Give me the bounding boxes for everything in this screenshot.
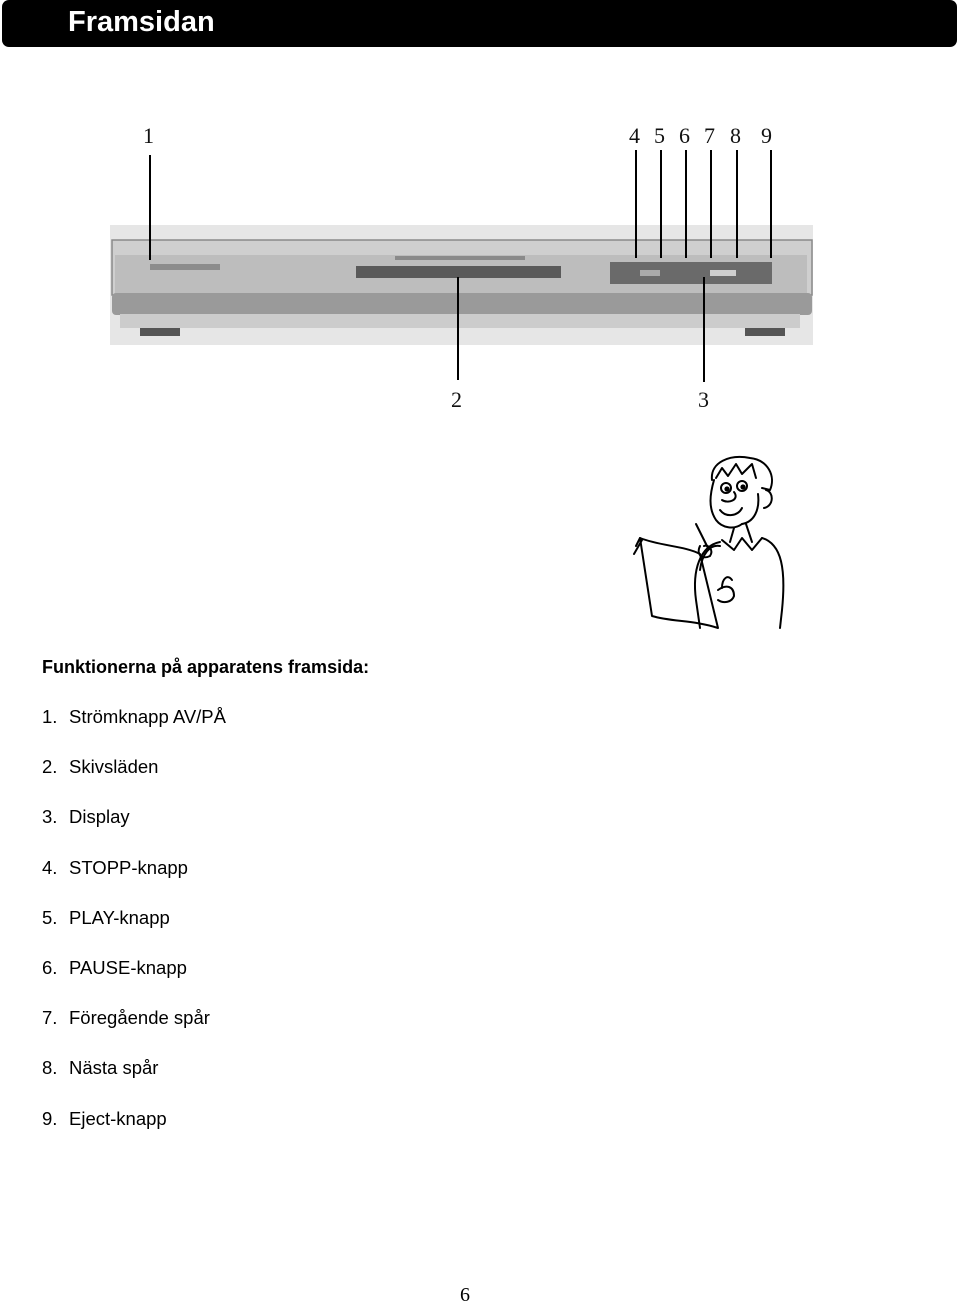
feature-list bbox=[42, 705, 226, 1157]
dvd-player-illustration bbox=[110, 225, 813, 345]
item-label: Eject-knapp bbox=[69, 1107, 167, 1129]
item-number: 3. bbox=[42, 806, 58, 828]
callout-3: 3 bbox=[698, 387, 709, 412]
reading-man-icon bbox=[630, 450, 800, 640]
item-number: 8. bbox=[42, 1057, 58, 1079]
item-number: 4. bbox=[42, 856, 58, 878]
item-label: Skivsläden bbox=[69, 756, 159, 778]
callout-5: 5 bbox=[654, 123, 665, 148]
callout-2: 2 bbox=[451, 387, 462, 412]
item-label: Nästa spår bbox=[69, 1057, 159, 1079]
list-item bbox=[42, 856, 226, 906]
item-label: PAUSE-knapp bbox=[69, 956, 187, 978]
item-label: Föregående spår bbox=[69, 1007, 210, 1029]
item-label: STOPP-knapp bbox=[69, 856, 188, 878]
item-number: 7. bbox=[42, 1007, 58, 1029]
dvd-player-front-diagram bbox=[0, 0, 960, 420]
features-heading: Funktionerna på apparatens framsida: bbox=[42, 657, 370, 677]
item-number: 9. bbox=[42, 1107, 58, 1129]
callout-7: 7 bbox=[704, 123, 715, 148]
item-number: 1. bbox=[42, 706, 58, 727]
list-item bbox=[42, 755, 226, 805]
list-item bbox=[42, 906, 226, 956]
item-label: Display bbox=[69, 806, 130, 828]
callout-8: 8 bbox=[730, 123, 741, 148]
callout-1: 1 bbox=[143, 123, 154, 148]
item-number: 5. bbox=[42, 906, 58, 928]
callout-4: 4 bbox=[629, 123, 640, 148]
item-label: PLAY-knapp bbox=[69, 906, 170, 928]
list-item bbox=[42, 705, 226, 755]
item-number: 2. bbox=[42, 756, 58, 778]
page-title: Framsidan bbox=[68, 6, 215, 38]
page-number: 6 bbox=[460, 1284, 470, 1306]
list-item bbox=[42, 1107, 226, 1157]
list-item bbox=[42, 805, 226, 855]
callout-6: 6 bbox=[679, 123, 690, 148]
disc-tray bbox=[356, 266, 561, 278]
front-display bbox=[610, 262, 772, 284]
item-number: 6. bbox=[42, 956, 58, 978]
list-item bbox=[42, 956, 226, 1006]
list-item bbox=[42, 1056, 226, 1106]
item-label: Strömknapp AV/PÅ bbox=[69, 706, 226, 727]
list-item bbox=[42, 1006, 226, 1056]
callout-9: 9 bbox=[761, 123, 772, 148]
